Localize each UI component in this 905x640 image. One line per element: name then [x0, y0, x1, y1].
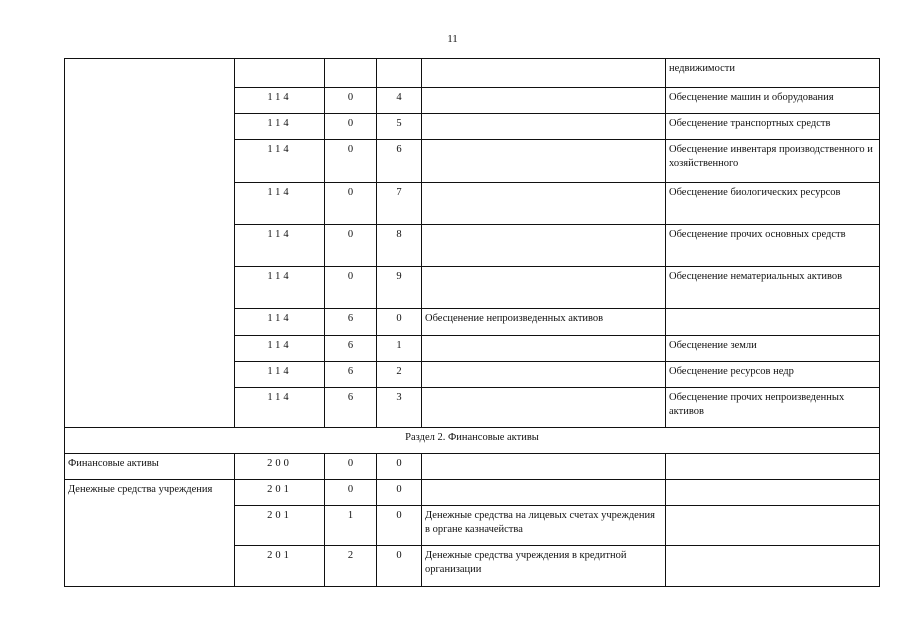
page-number: 11 — [447, 33, 458, 45]
row-label: Финансовые активы — [65, 454, 235, 480]
digit-1: 1 — [325, 506, 377, 546]
digit-1: 0 — [325, 225, 377, 267]
table-row — [65, 454, 880, 480]
account-code: 114 — [235, 140, 325, 183]
group-description — [422, 225, 666, 267]
account-code: 114 — [235, 114, 325, 140]
item-description — [666, 506, 880, 546]
account-code: 114 — [235, 267, 325, 309]
group-description: Обесценение непроизведенных активов — [422, 309, 666, 336]
digit-1: 0 — [325, 480, 377, 506]
account-code: 114 — [235, 225, 325, 267]
digit-1: 6 — [325, 362, 377, 388]
digit-2: 8 — [377, 225, 422, 267]
digit-1: 0 — [325, 454, 377, 480]
item-description — [666, 546, 880, 587]
item-description — [666, 454, 880, 480]
digit-2: 0 — [377, 309, 422, 336]
digit-2: 7 — [377, 183, 422, 225]
account-code: 201 — [235, 506, 325, 546]
item-description: Обесценение прочих основных средств — [666, 225, 880, 267]
group-description — [422, 140, 666, 183]
digit-2: 0 — [377, 506, 422, 546]
account-code: 200 — [235, 454, 325, 480]
group-description — [422, 88, 666, 114]
account-code: 114 — [235, 309, 325, 336]
group-description — [422, 267, 666, 309]
item-description: Обесценение машин и оборудования — [666, 88, 880, 114]
group-description — [422, 388, 666, 428]
group-description — [422, 362, 666, 388]
section-title: Раздел 2. Финансовые активы — [65, 428, 880, 454]
account-code: 114 — [235, 362, 325, 388]
digit-2 — [377, 59, 422, 88]
digit-1: 6 — [325, 336, 377, 362]
digit-2: 0 — [377, 480, 422, 506]
item-description: недвижимости — [666, 59, 880, 88]
item-description — [666, 309, 880, 336]
digit-2: 0 — [377, 454, 422, 480]
account-code: 201 — [235, 546, 325, 587]
account-code: 114 — [235, 183, 325, 225]
digit-2: 6 — [377, 140, 422, 183]
group-description: Денежные средства на лицевых счетах учреждения в органе казначейства — [422, 506, 666, 546]
digit-1: 2 — [325, 546, 377, 587]
table-row — [65, 480, 880, 506]
group-description — [422, 59, 666, 88]
digit-1: 0 — [325, 114, 377, 140]
item-description: Обесценение прочих непроизведенных активов — [666, 388, 880, 428]
digit-1: 0 — [325, 267, 377, 309]
digit-1 — [325, 59, 377, 88]
row-label: Денежные средства учреждения — [65, 480, 235, 587]
accounts-table — [64, 58, 880, 587]
item-description: Обесценение нематериальных активов — [666, 267, 880, 309]
digit-2: 5 — [377, 114, 422, 140]
group-description: Денежные средства учреждения в кредитной организации — [422, 546, 666, 587]
item-description: Обесценение инвентаря производственного и хозяйственного — [666, 140, 880, 183]
item-description: Обесценение биологических ресурсов — [666, 183, 880, 225]
digit-1: 0 — [325, 183, 377, 225]
group-description — [422, 454, 666, 480]
digit-1: 0 — [325, 88, 377, 114]
group-description — [422, 183, 666, 225]
digit-2: 2 — [377, 362, 422, 388]
blank-label-cell — [65, 59, 235, 428]
account-code: 114 — [235, 388, 325, 428]
account-code: 114 — [235, 88, 325, 114]
group-description — [422, 114, 666, 140]
item-description — [666, 480, 880, 506]
item-description: Обесценение транспортных средств — [666, 114, 880, 140]
digit-2: 3 — [377, 388, 422, 428]
digit-2: 0 — [377, 546, 422, 587]
digit-2: 9 — [377, 267, 422, 309]
digit-1: 0 — [325, 140, 377, 183]
digit-1: 6 — [325, 309, 377, 336]
item-description: Обесценение земли — [666, 336, 880, 362]
section-row — [65, 428, 880, 454]
group-description — [422, 336, 666, 362]
account-code: 201 — [235, 480, 325, 506]
digit-2: 4 — [377, 88, 422, 114]
group-description — [422, 480, 666, 506]
digit-2: 1 — [377, 336, 422, 362]
item-description: Обесценение ресурсов недр — [666, 362, 880, 388]
account-code: 114 — [235, 336, 325, 362]
account-code — [235, 59, 325, 88]
digit-1: 6 — [325, 388, 377, 428]
table-row — [65, 59, 880, 88]
